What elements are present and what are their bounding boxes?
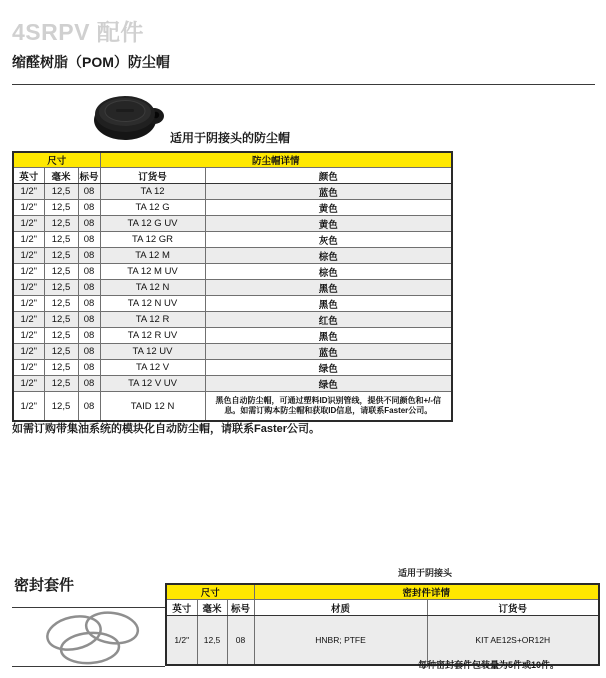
cell-dn-code: 08: [78, 200, 100, 216]
details-group-header: 防尘帽详情: [100, 152, 452, 168]
table-row: [13, 216, 452, 232]
cell-mm: 12,5: [44, 280, 78, 296]
seal-divider-bottom: [12, 666, 165, 667]
cell-part-number: TA 12 V UV: [100, 376, 205, 392]
col-header-dn-code: 标号: [227, 600, 254, 616]
cell-mm: 12,5: [44, 344, 78, 360]
cell-part-number: TA 12 R UV: [100, 328, 205, 344]
col-header-mm: 毫米: [197, 600, 227, 616]
cell-mm: 12,5: [44, 184, 78, 200]
cell-color: 黄色: [205, 216, 452, 232]
cell-dn-code: 08: [78, 184, 100, 200]
table-row: [13, 280, 452, 296]
col-header-material: 材质: [254, 600, 427, 616]
cell-dn-code: 08: [227, 616, 254, 666]
cell-part-number: TA 12 V: [100, 360, 205, 376]
cell-color: 棕色: [205, 264, 452, 280]
cell-inch: 1/2": [13, 392, 44, 422]
column-header-row: [13, 168, 452, 184]
cell-mm: 12,5: [44, 248, 78, 264]
cell-mm: 12,5: [44, 328, 78, 344]
cell-inch: 1/2": [13, 216, 44, 232]
cell-part-number: TA 12 M UV: [100, 264, 205, 280]
seals-table-caption: 适用于阴接头: [398, 568, 453, 578]
cell-dn-code: 08: [78, 392, 100, 422]
table-row: [13, 184, 452, 200]
cell-inch: 1/2": [13, 280, 44, 296]
o-rings-icon: [28, 609, 154, 667]
cell-mm: 12,5: [44, 264, 78, 280]
cell-inch: 1/2": [166, 616, 197, 666]
cell-part-number: TA 12 N: [100, 280, 205, 296]
group-header-row: [166, 584, 599, 600]
cell-inch: 1/2": [13, 344, 44, 360]
seal-kits-table: [165, 583, 600, 666]
caps-order-note: 如需订购带集油系统的模块化自动防尘帽，请联系Faster公司。: [12, 423, 321, 435]
table-row: [13, 344, 452, 360]
cell-mm: 12,5: [44, 216, 78, 232]
cell-part-number: TA 12 GR: [100, 232, 205, 248]
cell-part-number: TA 12 UV: [100, 344, 205, 360]
group-header-row: [13, 152, 452, 168]
cell-inch: 1/2": [13, 328, 44, 344]
cell-mm: 12,5: [44, 312, 78, 328]
cell-dn-code: 08: [78, 312, 100, 328]
section-divider: [12, 84, 595, 85]
cell-mm: 12,5: [44, 296, 78, 312]
cell-color: 黑色: [205, 328, 452, 344]
caps-section-title: 缩醛树脂（POM）防尘帽: [12, 54, 170, 70]
table-row: [13, 296, 452, 312]
cell-inch: 1/2": [13, 312, 44, 328]
cell-part-number: TA 12 M: [100, 248, 205, 264]
cell-inch: 1/2": [13, 264, 44, 280]
col-header-color: 颜色: [205, 168, 452, 184]
cell-color: 黄色: [205, 200, 452, 216]
cell-dn-code: 08: [78, 264, 100, 280]
dust-cap-icon: [92, 90, 168, 142]
cell-part-number: TAID 12 N: [100, 392, 205, 422]
cell-dn-code: 08: [78, 248, 100, 264]
cell-color: 蓝色: [205, 344, 452, 360]
seal-rings-image: [28, 609, 154, 667]
cell-dn-code: 08: [78, 376, 100, 392]
cell-part-number: TA 12 R: [100, 312, 205, 328]
cell-dn-code: 08: [78, 344, 100, 360]
cell-color: 红色: [205, 312, 452, 328]
cell-mm: 12,5: [44, 360, 78, 376]
table-row: [13, 264, 452, 280]
cell-color: 灰色: [205, 232, 452, 248]
cell-dn-code: 08: [78, 280, 100, 296]
col-header-mm: 毫米: [44, 168, 78, 184]
col-header-inch: 英寸: [166, 600, 197, 616]
col-header-part-number: 订货号: [100, 168, 205, 184]
dust-caps-table: [12, 151, 453, 422]
cell-part-number: TA 12 N UV: [100, 296, 205, 312]
table-row: [13, 360, 452, 376]
seal-divider-top: [12, 607, 165, 608]
cell-part-number: KIT AE12S+OR12H: [427, 616, 599, 666]
cell-color: 黑色: [205, 280, 452, 296]
table-row: [13, 328, 452, 344]
cell-mm: 12,5: [197, 616, 227, 666]
cell-inch: 1/2": [13, 248, 44, 264]
cell-color: 黑色自动防尘帽，可通过塑料ID识别管线，提供不同颜色和+/-信息。如需订购本防尘帽和获取ID信息，请联系Faster公司。: [205, 392, 452, 422]
cell-inch: 1/2": [13, 184, 44, 200]
cell-dn-code: 08: [78, 328, 100, 344]
cell-dn-code: 08: [78, 296, 100, 312]
table-row: [13, 200, 452, 216]
cell-dn-code: 08: [78, 216, 100, 232]
cell-part-number: TA 12 G UV: [100, 216, 205, 232]
cell-inch: 1/2": [13, 376, 44, 392]
seals-packaging-note: 每种密封套件包装量为5件或10件。: [418, 660, 560, 670]
size-group-header: 尺寸: [13, 152, 100, 168]
cell-color: 绿色: [205, 376, 452, 392]
cell-inch: 1/2": [13, 232, 44, 248]
col-header-part-number: 订货号: [427, 600, 599, 616]
table-row: [13, 248, 452, 264]
cell-material: HNBR; PTFE: [254, 616, 427, 666]
cell-inch: 1/2": [13, 296, 44, 312]
cell-part-number: TA 12: [100, 184, 205, 200]
col-header-inch: 英寸: [13, 168, 44, 184]
cell-mm: 12,5: [44, 232, 78, 248]
cell-dn-code: 08: [78, 232, 100, 248]
cell-inch: 1/2": [13, 360, 44, 376]
column-header-row: [166, 600, 599, 616]
page-series-title: 4SRPV 配件: [12, 19, 144, 45]
col-header-dn-code: 标号: [78, 168, 100, 184]
cell-color: 蓝色: [205, 184, 452, 200]
cell-color: 绿色: [205, 360, 452, 376]
details-group-header: 密封件详情: [254, 584, 599, 600]
dust-cap-image: [92, 90, 168, 142]
table-row: [13, 232, 452, 248]
cell-dn-code: 08: [78, 360, 100, 376]
size-group-header: 尺寸: [166, 584, 254, 600]
dust-cap-caption: 适用于阴接头的防尘帽: [170, 131, 291, 145]
cell-part-number: TA 12 G: [100, 200, 205, 216]
cell-color: 棕色: [205, 248, 452, 264]
cell-mm: 12,5: [44, 200, 78, 216]
cell-color: 黑色: [205, 296, 452, 312]
table-row: [13, 312, 452, 328]
cell-inch: 1/2": [13, 200, 44, 216]
table-row: [13, 376, 452, 392]
seals-section-title: 密封套件: [14, 577, 75, 594]
table-row: [13, 392, 452, 422]
cell-mm: 12,5: [44, 376, 78, 392]
cell-mm: 12,5: [44, 392, 78, 422]
